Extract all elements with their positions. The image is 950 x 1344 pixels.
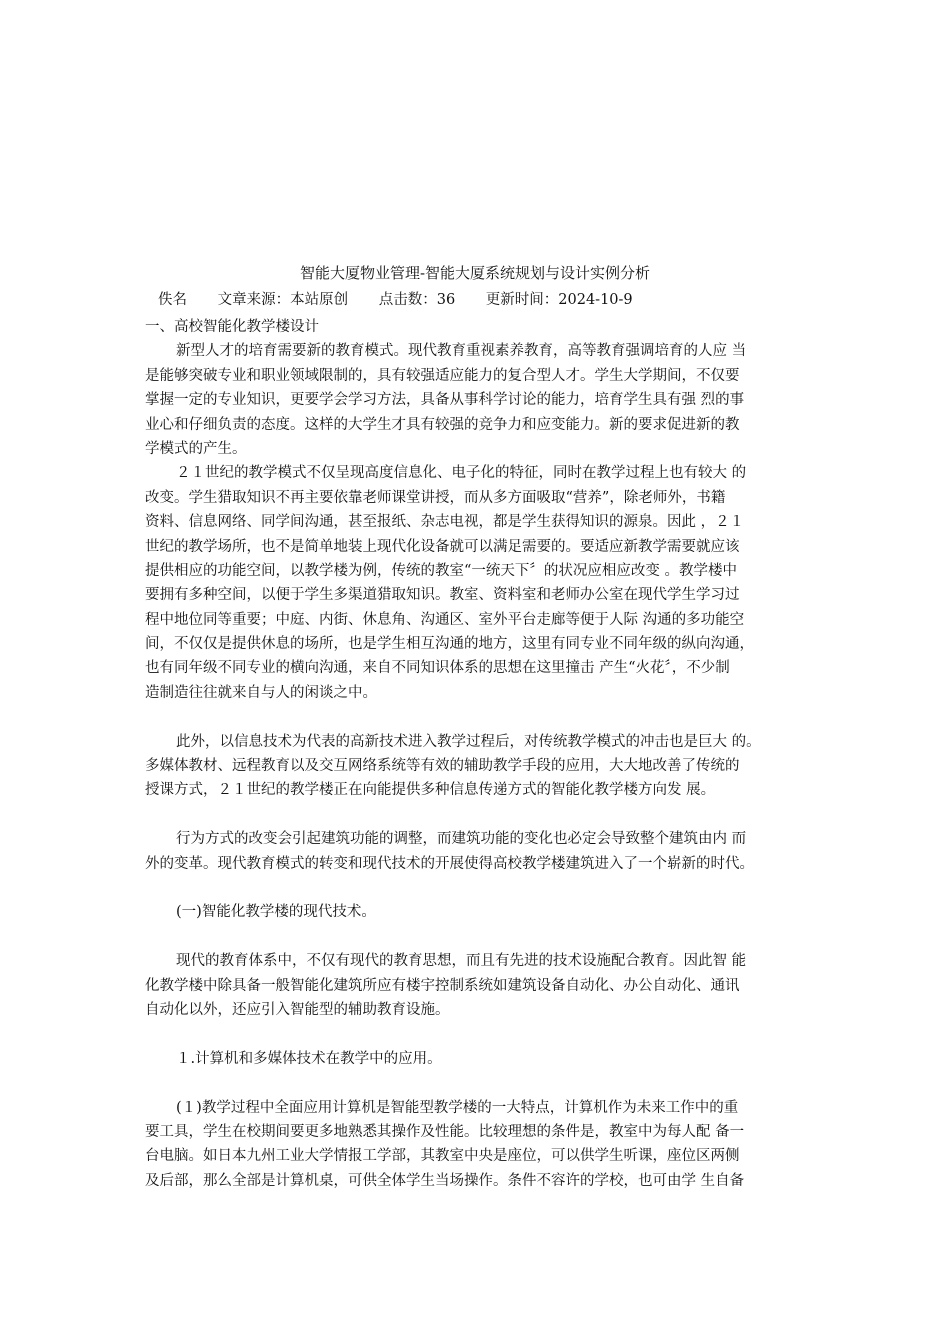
blank-line bbox=[145, 1022, 813, 1046]
blank-line bbox=[145, 925, 813, 949]
paragraph-line: 此外，以信息技术为代表的高新技术进入教学过程后，对传统教学模式的冲击也是巨大 的。 bbox=[176, 733, 761, 750]
paragraph-line: 多媒体教材、远程教育以及交互网络系统等有效的辅助教学手段的应用，大大地改善了传统的 bbox=[145, 758, 740, 775]
paragraph-line: 间，不仅仅是提供休息的场所，也是学生相互沟通的地方，这里有同专业不同年级的纵向沟通， bbox=[145, 636, 754, 653]
paragraph-line: 掌握一定的专业知识，更要学会学习方法，具备从事科学讨论的能力，培育学生具有强 烈的事 bbox=[145, 392, 745, 409]
paragraph-line: 要工具，学生在校期间要更多地熟悉其操作及性能。比较理想的条件是，教室中为每人配 备一 bbox=[145, 1123, 745, 1140]
paragraph-line: 提供相应的功能空间，以教学楼为例，传统的教室“一统天下〞的状况应相应改变 。教学楼中 bbox=[145, 562, 738, 579]
paragraph-line: ２１世纪的教学模式不仅呈现高度信息化、电子化的特征，同时在教学过程上也有较大 的 bbox=[176, 465, 747, 482]
paragraph-line: 程中地位同等重要；中庭、内街、休息角、沟通区、室外平台走廊等便于人际 沟通的多功能空 bbox=[145, 611, 745, 628]
blank-line bbox=[145, 876, 813, 900]
paragraph-line: 行为方式的改变会引起建筑功能的调整，而建筑功能的变化也必定会导致整个建筑由内 而 bbox=[176, 831, 747, 848]
paragraph-line: 资料、信息网络、同学间沟通，甚至报纸、杂志电视，都是学生获得知识的源泉。因此 ，２１ bbox=[145, 514, 745, 531]
paragraph-line: 业心和仔细负责的态度。这样的大学生才具有较强的竞争力和应变能力。新的要求促进新的教 bbox=[145, 416, 740, 433]
blank-line bbox=[145, 803, 813, 827]
click-count: 点击数：36 bbox=[378, 292, 456, 308]
paragraph-line: 学模式的产生。 bbox=[145, 440, 247, 457]
paragraph-line: 改变。学生猎取知识不再主要依靠老师课堂讲授，而从多方面吸取“营养”，除老师外，书籍 bbox=[145, 489, 726, 506]
blank-line bbox=[145, 1071, 813, 1095]
source: 文章来源：本站原创 bbox=[217, 292, 349, 308]
paragraph-line: 造制造往往就来自与人的闲谈之中。 bbox=[145, 684, 377, 701]
article-meta bbox=[158, 289, 633, 311]
paragraph-line: 化教学楼中除具备一般智能化建筑所应有楼宇控制系统如建筑设备自动化、办公自动化、通讯 bbox=[145, 977, 740, 994]
update-time: 更新时间：2024-10-9 bbox=[485, 292, 633, 308]
article-body bbox=[145, 315, 813, 1193]
paragraph-line: 台电脑。如日本九州工业大学情报工学部，其教室中央是座位，可以供学生听课，座位区两侧 bbox=[145, 1148, 740, 1165]
paragraph-line: (１)教学过程中全面应用计算机是智能型教学楼的一大特点，计算机作为未来工作中的重 bbox=[176, 1099, 739, 1116]
document-title: 智能大厦物业管理-智能大厦系统规划与设计实例分析 bbox=[299, 264, 651, 282]
subsection-heading: (一)智能化教学楼的现代技术。 bbox=[176, 904, 376, 921]
paragraph-line: 新型人才的培育需要新的教育模式。现代教育重视素养教育，高等教育强调培育的人应 当 bbox=[176, 343, 747, 360]
paragraph-line: 自动化以外，还应引入智能型的辅助教育设施。 bbox=[145, 1001, 450, 1018]
paragraph-line: 现代的教育体系中，不仅有现代的教育思想，而且有先进的技术设施配合教育。因此智 能 bbox=[176, 953, 747, 970]
paragraph-line: 外的变革。现代教育模式的转变和现代技术的开展使得高校教学楼建筑进入了一个崭新的时代。 bbox=[145, 855, 754, 872]
numbered-heading: １.计算机和多媒体技术在教学中的应用。 bbox=[176, 1050, 442, 1067]
paragraph-line: 世纪的教学场所，也不是简单地装上现代化设备就可以满足需要的。要适应新教学需要就应该 bbox=[145, 538, 740, 555]
paragraph-line: 要拥有多种空间，以便于学生多渠道猎取知识。教室、资料室和老师办公室在现代学生学习过 bbox=[145, 587, 740, 604]
paragraph-line: 及后部，那么全部是计算机桌，可供全体学生当场操作。条件不容许的学校，也可由学 生自备 bbox=[145, 1172, 745, 1189]
paragraph-line: 是能够突破专业和职业领域限制的，具有较强适应能力的复合型人才。学生大学期间，不仅要 bbox=[145, 367, 740, 384]
paragraph-line: 也有同年级不同专业的横向沟通，来自不同知识体系的思想在这里撞击 产生“火花〞，不少制 bbox=[145, 660, 730, 677]
section-heading: 一、高校智能化教学楼设计 bbox=[145, 319, 319, 335]
paragraph-line: 授课方式，２１世纪的教学楼正在向能提供多种信息传递方式的智能化教学楼方向发 展。 bbox=[145, 782, 716, 799]
blank-line bbox=[145, 705, 813, 729]
author: 佚名 bbox=[158, 292, 187, 308]
